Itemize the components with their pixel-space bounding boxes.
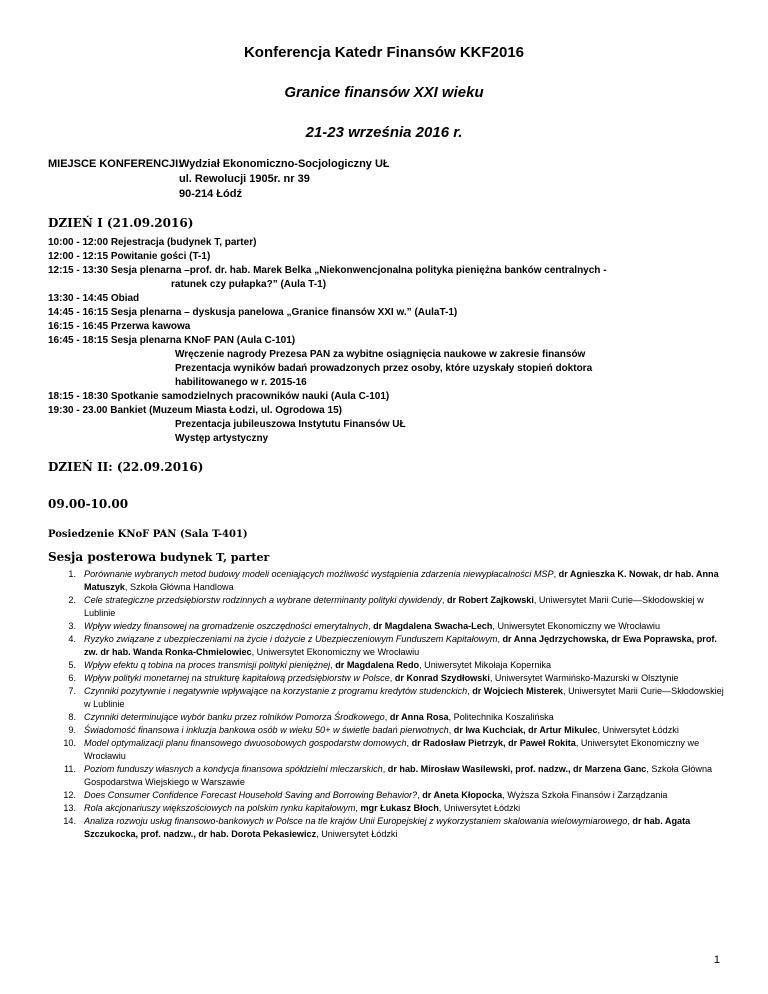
poster-authors: dr hab. Mirosław Wasilewski, prof. nadzw., dr Marzena Ganc [387, 764, 647, 774]
poster-text: Poziom funduszy własnych a kondycja finansowa spółdzielni mleczarskich, dr hab. Mirosław Wasilewski, prof. nadzw., dr Marzena Ganc, Szkoła Główna Gospodarstwa Wiejskiego w Warszawie [84, 764, 713, 787]
poster-title: Poziom funduszy własnych a kondycja finansowa spółdzielni mleczarskich [84, 764, 383, 774]
poster-authors: dr Anna Jędrzychowska, dr Ewa Poprawska, prof. zw. dr hab. Wanda Ronka-Chmielowiec [84, 634, 717, 657]
day2-heading: DZIEŃ II: (22.09.2016) [48, 460, 204, 474]
poster-number: 3. [68, 621, 76, 631]
poster-number: 11. [64, 764, 76, 774]
conference-title: Konferencja Katedr Finansów KKF2016 [243, 44, 525, 61]
poster-list [48, 568, 728, 841]
poster-item [48, 620, 728, 633]
poster-heading-main: Sesja posterowa [48, 550, 157, 564]
poster-number: 2. [68, 595, 76, 605]
poster-number: 5. [68, 660, 76, 670]
poster-title: Świadomość finansowa i inkluzja bankowa osób w wieku 50+ w świetle badań pierwotnych [84, 725, 449, 735]
poster-title: Czynniki pozytywnie i negatywnie wpływające na korzystanie z programu kredytów studenckich [84, 686, 468, 696]
poster-text: Porównanie wybranych metod budowy modeli oceniających możliwość wystąpienia zdarzenia niewypłacalności MSP, dr Agnieszka K. Nowak, dr hab. Anna Matuszyk, Szkoła Główna Handlowa [84, 569, 719, 592]
poster-institution: Uniwersytet Łódzki [602, 725, 679, 735]
poster-text: Czynniki determinujące wybór banku przez rolników Pomorza Środkowego, dr Anna Rosa, Politechnika Koszalińska [84, 712, 554, 722]
venue-line: Wydział Ekonomiczno-Socjologiczny UŁ [179, 158, 390, 170]
poster-title: Ryzyko związane z ubezpieczeniami na życie i dożycie z Ubezpieczeniowym Funduszem Kapitałowym [84, 634, 498, 644]
schedule-item: 19:30 - 23.00 Bankiet (Muzeum Miasta Łodzi, ul. Ogrodowa 15) [48, 405, 342, 416]
poster-number: 9. [68, 725, 76, 735]
poster-text: Does Consumer Confidence Forecast Household Saving and Borrowing Behavior?, dr Aneta Kłopocka, Wyższa Szkoła Finansów i Zarządzania [84, 790, 668, 800]
poster-text: Ryzyko związane z ubezpieczeniami na życie i dożycie z Ubezpieczeniowym Funduszem Kapitałowym, dr Anna Jędrzychowska, dr Ewa Poprawska, prof. zw. dr hab. Wanda Ronka-Chmielowiec, Uniwersytet Ekonomiczny we Wrocławiu [84, 634, 717, 657]
poster-item [48, 763, 728, 789]
poster-number: 7. [68, 686, 76, 696]
page-number: 1 [713, 954, 720, 966]
poster-number: 10. [63, 738, 76, 748]
poster-text: Czynniki pozytywnie i negatywnie wpływające na korzystanie z programu kredytów studenckich, dr Wojciech Misterek, Uniwersytet Marii Curie—Skłodowskiej w Lublinie [84, 686, 724, 709]
poster-authors: dr Radosław Pietrzyk, dr Paweł Rokita [411, 738, 576, 748]
poster-item [48, 672, 728, 685]
poster-authors: dr Wojciech Misterek [472, 686, 563, 696]
poster-title: Rola akcjonariuszy większościowych na polskim rynku kapitałowym [84, 803, 356, 813]
poster-number: 4. [68, 634, 76, 644]
conference-subtitle: Granice finansów XXI wieku [284, 84, 484, 101]
poster-item [48, 568, 728, 594]
poster-text: Analiza rozwoju usług finansowo-bankowych w Polsce na tle krajów Unii Europejskiej z wykorzystaniem skalowania wielowymiarowego, dr hab. Agata Szczukocka, prof. nadzw., dr hab. Dorota Pekasiewicz, Uniwersytet Łódzki [84, 816, 691, 839]
poster-institution: Szkoła Główna Gospodarstwa Wiejskiego w Warszawie [84, 764, 713, 787]
venue-line: 90-214 Łódź [179, 188, 242, 200]
poster-institution: Uniwersytet Łódzki [321, 829, 398, 839]
poster-institution: Uniwersytet Łódzki [443, 803, 521, 813]
poster-item [48, 594, 728, 620]
poster-authors: dr Iwa Kuchciak, dr Artur Mikulec [453, 725, 598, 735]
venue-label: MIEJSCE KONFERENCJI: [48, 158, 182, 170]
schedule-subitem: Wręczenie nagrody Prezesa PAN za wybitne osiągnięcia naukowe w zakresie finansów [175, 349, 586, 360]
day1-schedule [48, 236, 748, 446]
day1-heading: DZIEŃ I (21.09.2016) [48, 216, 194, 230]
poster-authors: dr Magdalena Redo [335, 660, 420, 670]
poster-item [48, 685, 728, 711]
poster-institution: Uniwersytet Warmińsko-Mazurski w Olsztynie [494, 673, 679, 683]
schedule-subitem: Występ artystyczny [175, 433, 269, 444]
poster-title: Wpływ polityki monetarnej na strukturę kapitałową przedsiębiorstw w Polsce [84, 673, 390, 683]
schedule-item: 13:30 - 14:45 Obiad [48, 293, 140, 304]
schedule-item: 10:00 - 12:00 Rejestracja (budynek T, parter) [48, 237, 257, 248]
poster-item [48, 789, 728, 802]
poster-item [48, 724, 728, 737]
poster-institution: Uniwersytet Ekonomiczny we Wrocławiu [84, 738, 700, 761]
poster-title: Wpływ efektu q tobina na proces transmisji polityki pieniężnej [84, 660, 331, 670]
venue-line: ul. Rewolucji 1905r. nr 39 [179, 173, 310, 185]
venue-block [48, 157, 390, 202]
poster-authors: dr hab. Agata Szczukocka, prof. nadzw., dr hab. Dorota Pekasiewicz [84, 816, 691, 839]
poster-authors: dr Konrad Szydłowski [394, 673, 490, 683]
poster-institution: Uniwersytet Marii Curie—Skłodowskiej w Lublinie [84, 686, 724, 709]
day2-meeting: Posiedzenie KNoF PAN (Sala T-401) [48, 529, 248, 540]
poster-text: Wpływ wiedzy finansowej na gromadzenie oszczędności emerytalnych, dr Magdalena Swacha-Lech, Uniwersytet Ekonomiczny we Wrocławiu [84, 621, 661, 631]
poster-item [48, 659, 728, 672]
poster-number: 14. [63, 816, 76, 826]
poster-institution: Politechnika Koszalińska [453, 712, 554, 722]
schedule-item: 12:00 - 12:15 Powitanie gości (T-1) [48, 251, 211, 262]
schedule-item-continuation: ratunek czy pułapka?” (Aula T-1) [171, 279, 327, 290]
poster-title: Analiza rozwoju usług finansowo-bankowych w Polsce na tle krajów Unii Europejskiej z wykorzystaniem skalowania wielowymiarowego [84, 816, 628, 826]
schedule-item: 16:15 - 16:45 Przerwa kawowa [48, 321, 191, 332]
poster-title: Cele strategiczne przedsiębiorstw rodzinnych a wybrane determinanty polityki dywidendy [84, 595, 442, 605]
schedule-item: 18:15 - 18:30 Spotkanie samodzielnych pracowników nauki (Aula C-101) [48, 391, 390, 402]
poster-institution: Uniwersytet Ekonomiczny we Wrocławiu [256, 647, 420, 657]
poster-title: Wpływ wiedzy finansowej na gromadzenie oszczędności emerytalnych [84, 621, 369, 631]
poster-item [48, 711, 728, 724]
day2-time: 09.00-10.00 [48, 497, 129, 511]
poster-institution: Uniwersytet Mikołaja Kopernika [424, 660, 552, 670]
poster-session-heading [48, 550, 269, 564]
poster-authors: dr Anna Rosa [389, 712, 449, 722]
schedule-item: 14:45 - 16:15 Sesja plenarna – dyskusja panelowa „Granice finansów XXI w.” (AulaT-1) [48, 307, 458, 318]
conference-dates: 21-23 września 2016 r. [305, 124, 463, 141]
poster-item [48, 802, 728, 815]
poster-institution: Wyższa Szkoła Finansów i Zarządzania [507, 790, 668, 800]
poster-heading-location: budynek T, parter [156, 551, 270, 564]
schedule-subitem: Prezentacja jubileuszowa Instytutu Finansów UŁ [175, 419, 406, 430]
poster-number: 1. [68, 569, 76, 579]
poster-text: Wpływ efektu q tobina na proces transmisji polityki pieniężnej, dr Magdalena Redo, Uniwersytet Mikołaja Kopernika [84, 660, 552, 670]
poster-institution: Szkoła Główna Handlowa [130, 582, 234, 592]
poster-institution: Uniwersytet Ekonomiczny we Wrocławiu [497, 621, 661, 631]
poster-title: Does Consumer Confidence Forecast Household Saving and Borrowing Behavior? [84, 790, 418, 800]
poster-title: Porównanie wybranych metod budowy modeli oceniających możliwość wystąpienia zdarzenia niewypłacalności MSP [84, 569, 554, 579]
poster-institution: Uniwersytet Marii Curie—Skłodowskiej w Lublinie [84, 595, 704, 618]
poster-item [48, 633, 728, 659]
poster-text: Wpływ polityki monetarnej na strukturę kapitałową przedsiębiorstw w Polsce, dr Konrad Szydłowski, Uniwersytet Warmińsko-Mazurski w Olsztynie [84, 673, 679, 683]
poster-number: 12. [63, 790, 76, 800]
schedule-subitem: habilitowanego w r. 2015-16 [175, 377, 307, 388]
schedule-item: 12:15 - 13:30 Sesja plenarna –prof. dr. hab. Marek Belka „Niekonwencjonalna polityka pieniężna banków centralnych - [48, 265, 607, 276]
poster-title: Model optymalizacji planu finansowego dwuosobowych gospodarstw domowych [84, 738, 407, 748]
poster-text: Rola akcjonariuszy większościowych na polskim rynku kapitałowym, mgr Łukasz Błoch, Uniwersytet Łódzki [84, 803, 521, 813]
poster-text: Model optymalizacji planu finansowego dwuosobowych gospodarstw domowych, dr Radosław Pietrzyk, dr Paweł Rokita, Uniwersytet Ekonomiczny we Wrocławiu [84, 738, 700, 761]
poster-number: 8. [68, 712, 76, 722]
poster-title: Czynniki determinujące wybór banku przez rolników Pomorza Środkowego [84, 712, 385, 722]
poster-text: Cele strategiczne przedsiębiorstw rodzinnych a wybrane determinanty polityki dywidendy, dr Robert Zajkowski, Uniwersytet Marii Curie—Skłodowskiej w Lublinie [84, 595, 704, 618]
poster-authors: mgr Łukasz Błoch [360, 803, 439, 813]
poster-item [48, 737, 728, 763]
poster-item [48, 815, 728, 841]
poster-number: 6. [68, 673, 76, 683]
poster-authors: dr Aneta Kłopocka [422, 790, 503, 800]
poster-authors: dr Magdalena Swacha-Lech [373, 621, 493, 631]
poster-authors: dr Agnieszka K. Nowak, dr hab. Anna Matuszyk [84, 569, 719, 592]
schedule-subitem: Prezentacja wyników badań prowadzonych przez osoby, które uzyskały stopień doktora [175, 363, 593, 374]
poster-number: 13. [63, 803, 76, 813]
schedule-item: 16:45 - 18:15 Sesja plenarna KNoF PAN (Aula C-101) [48, 335, 296, 346]
poster-authors: dr Robert Zajkowski [446, 595, 534, 605]
poster-text: Świadomość finansowa i inkluzja bankowa osób w wieku 50+ w świetle badań pierwotnych, dr Iwa Kuchciak, dr Artur Mikulec, Uniwersytet Łódzki [84, 725, 679, 735]
